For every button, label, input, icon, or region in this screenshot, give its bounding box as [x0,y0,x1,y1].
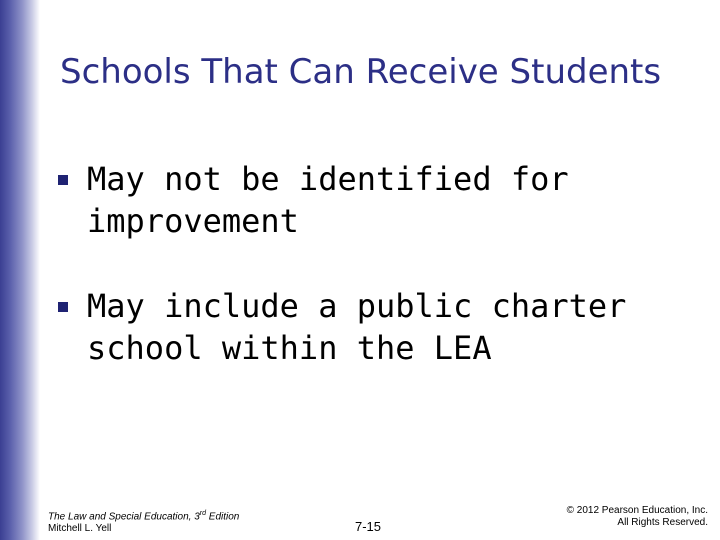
footer-copyright [567,505,708,529]
left-accent-bar [0,0,40,540]
book-title [48,508,239,523]
square-bullet-icon [58,175,68,185]
square-bullet-icon [58,302,68,312]
book-title-text: The Law and Special Education, 3 [48,511,200,523]
bullet-list [58,158,718,412]
copyright-line: © 2012 Pearson Education, Inc. [566,505,708,516]
slide-title: Schools That Can Receive Students [60,52,662,92]
page-number: 7-15 [355,519,382,534]
book-title-edition: Edition [206,511,240,523]
rights-line: All Rights Reserved. [617,517,708,528]
bullet-text: May not be identified for improvement [87,160,569,240]
bullet-item [58,285,718,369]
book-title-superscript: rd [199,510,207,517]
bullet-item [58,158,718,242]
author-name: Mitchell L. Yell [48,523,112,535]
bullet-text: May include a public charter school within the LEA [87,287,627,367]
footer-book-info [48,508,239,535]
